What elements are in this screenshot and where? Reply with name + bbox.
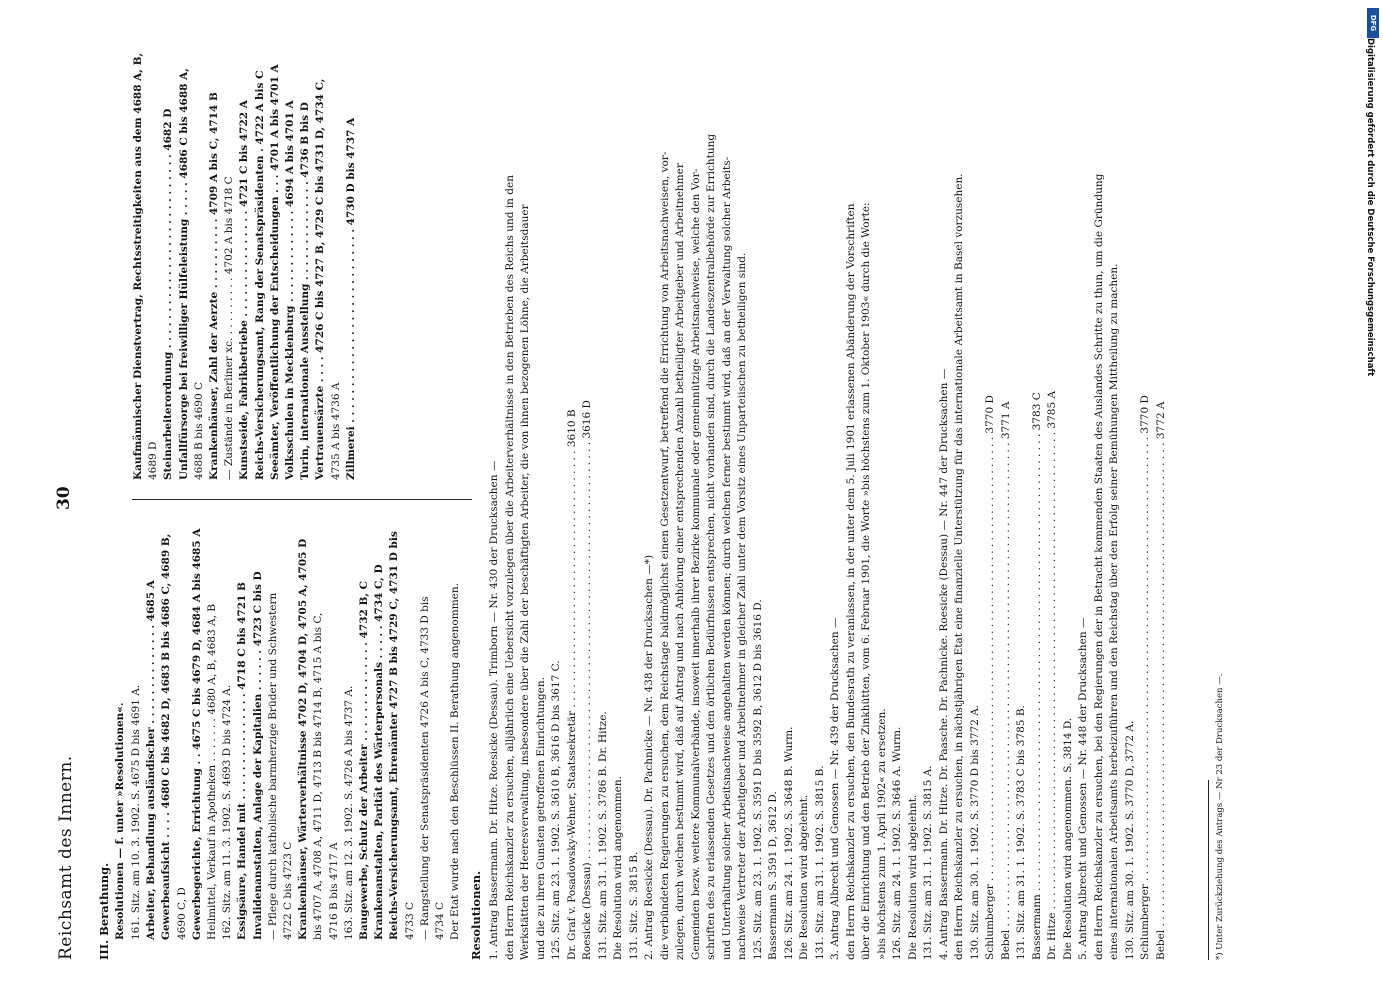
col1-line: Invalidenanstalten, Anlage der Kapitalien . . . . . . 4723 C bis D [251, 571, 264, 940]
col1-line: Krankenhäuser, Wärterverhältnisse 4702 D, 4704 D, 4705 A, 4705 D [297, 538, 310, 940]
res-line: Bebel . . . . . . . . . . . . . . . . . . . . . . . . . . . . . . . . . . . . . . . . . . . . . . . . . . . . . . . . . . . . . . . . . . . . . . . . . 3772 A [1154, 401, 1167, 960]
res-line: Die Resolution wird abgelehnt. [906, 794, 919, 960]
res-line: und die zu ihren Gunsten getroffenen Einrichtungen. [534, 677, 547, 960]
res-line: Werkstätten der Heeresverwaltung, insbesondere über die Zahl der beschäftigten Arbeiter, die von ihnen bezogenen Löhne, die Arbeitsdauer [519, 204, 531, 960]
res-line: 5. Antrag Albrecht und Genossen — Nr. 448 der Drucksachen — [1077, 617, 1089, 960]
res-line: Roesicke (Dessau) . . . . . . . . . . . . . . . . . . . . . . . . . . . . . . . . . . . . . . . . . . . . . . . . . . . . . . . . . . . . . . . 3616 D [581, 400, 593, 960]
col1-line: 4733 C [403, 901, 416, 940]
res-line: 125. Sitz. am 23. 1. 1902. S. 3591 D bis 3592 B, 3612 D bis 3616 D. [751, 599, 764, 960]
col2-line: 4688 B bis 4690 C [192, 381, 205, 480]
res-line: eines internationalen Arbeitsamts herbeizuführen und den Reichstag über den Erfolg seiner Bemühungen Mittheilung zu machen. [1108, 263, 1120, 960]
col2-line: Seeämter, Veröffentlichung der Entscheidungen . . . 4701 A bis 4701 A [268, 64, 281, 480]
footnote: *) Unter Zurückziehung des Antrags — Nr 23 der Drucksachen —. [1215, 673, 1225, 960]
running-head: Reichsamt des Innern. [56, 755, 76, 960]
col1-line: Arbeiter, Behandlung ausländischer . . . . . . . . . . . . . . 4685 A [145, 580, 158, 940]
res-line: Gemeinden bezw. weitere Kommunalverbände, insoweit innerhalb ihrer Bezirke kommunale oder gemeinnützige Arbeitsnachweise, welche den Vor- [689, 168, 702, 960]
col1-line: Reichs-Versicherungsamt, Ehrenämter 4727 B bis 4729 C, 4731 D bis [388, 531, 401, 940]
res-line: 1. Antrag Bassermann. Dr. Hitze. Roesicke (Dessau). Trimborn — Nr. 430 der Drucksachen — [488, 460, 500, 960]
col1-line: — Rangstellung der Senatspräsidenten 4726 A bis C, 4733 D bis [418, 596, 431, 940]
dfg-logo: DFG [1367, 8, 1379, 38]
col2-line: Kunstseide, Fabrikbetriebe . . . . . . . . . . . . . . . 4721 C bis 4722 A [238, 100, 251, 480]
col1-line: Baugewerbe, Schutz der Arbeiter . . . . . . . . . . . . . . 4732 B, C [358, 580, 370, 940]
res-line: über die Einrichtung und den Betrieb der Zinkhütten, vom 6. Februar 1901, die Worte »bis höchstens zum 1. Oktober 1903« durch die Worte: [860, 202, 872, 960]
col1-line: Krankenanstalten, Parität des Wärterpersonals . . . . . 4734 C, D [373, 564, 386, 940]
res-line: den Herrn Reichskanzler zu ersuchen, alljährlich eine Uebersicht vorzulegen über die Arbeiterverhältnisse in den Betrieben des Reichs und in den [503, 175, 516, 960]
res-line: Bassermann S. 3591 D, 3612 D. [767, 791, 779, 960]
col1-line: 4734 C [434, 901, 446, 940]
col2-line: 4735 A bis 4736 A [329, 382, 342, 480]
col1-line: Gewerbegerichte, Errichtung . . 4675 C bis 4679 D, 4684 A bis 4685 A [190, 528, 203, 940]
res-line: »bis höchstens zum 1. April 1902« zu ersetzen. [875, 708, 888, 960]
res-line: die verbündeten Regierungen zu ersuchen, dem Reichstage baldmöglichst einen Gesetzentwurf, betreffend die Errichtung von Arbeitsnachweisen, vor- [658, 151, 671, 960]
col1-line: Essigsäure, Handel mit . . . . . . . . . . . . . . . 4718 C bis 4721 B [236, 582, 249, 940]
res-line: den Herrn Reichskanzler zu ersuchen, bei den Regierungen der in Betracht kommenden Staaten des Auslandes Schritte zu thun, um die Gründung [1092, 173, 1105, 960]
res-line: Bassermann . . . . . . . . . . . . . . . . . . . . . . . . . . . . . . . . . . . . . . . . . . . . . . . . . . . . . . . . . . . . . . . . . . . . . 3783 C [1030, 392, 1043, 960]
res-line: Die Resolution wird abgelehnt. [798, 794, 810, 960]
col2-line: Kaufmännischer Dienstvertrag, Rechtsstreitigkeiten aus dem 4688 A, B, [132, 52, 144, 480]
col2-line: Volksschulen in Mecklenburg . . . . . . . . . . . . . 4694 A bis 4701 A [284, 100, 296, 480]
col1-line: 4722 C bis 4723 C [282, 841, 294, 940]
resolutionen-title: Resolutionen. [469, 870, 483, 960]
res-line: 131. Sitz. am 31. 1. 1902. S. 3783 C bis 3785 B. [1015, 705, 1027, 960]
res-line: 4. Antrag Bassermann. Dr. Hitze. Dr. Paasche. Dr. Pachnicke. Roesicke (Dessau) — Nr. 447 der Drucksachen — [937, 368, 950, 960]
col2-line: Steinarbeiterordnung . . . . . . . . . . . . . . . . . . . . . . . . . . . 4682 D [162, 108, 175, 480]
col2-line: Unfallfürsorge bei freiwilliger Hülfeleistung . . . . . 4686 C bis 4688 A, [177, 68, 190, 480]
col2-line: Krankenhäuser, Zahl der Aerzte . . . . . . . . . . 4709 A bis C, 4714 B [208, 92, 220, 480]
res-line: Schlumberger . . . . . . . . . . . . . . . . . . . . . . . . . . . . . . . . . . . . . . . . . . . . . . . . . . . . . . . . . . . . . . . . . . . 3770 D [984, 395, 996, 960]
col2-line: Zillmerei . . . . . . . . . . . . . . . . . . . . . . . . . . . 4730 D bis 4737 A [344, 117, 357, 480]
res-line: und Unterhaltung solcher Arbeitsnachweise angehalten werden können; durch welchen ferner bestimmt wird, daß an der Verwaltung solcher Arbeits- [720, 156, 733, 960]
col1-line: Heilmittel, Verkauf in Apotheken . . . . . . . 4680 A, B, 4683 A, B [206, 604, 218, 940]
col2-line: Turin, internationale Ausstellung . . . . . . . . . . . . . . 4736 B bis D [299, 102, 312, 480]
col2-line: 4689 D [147, 441, 160, 480]
rotated-content [48, 0, 1338, 1000]
col1-line: Gewerbeaufsicht . . . . 4680 C bis 4682 D, 4683 B bis 4686 C, 4689 B, [160, 533, 173, 940]
res-line: 130. Sitz. am 30. 1. 1902. S. 3770 D bis 3772 A. [968, 704, 981, 960]
res-line: Dr. Hitze . . . . . . . . . . . . . . . . . . . . . . . . . . . . . . . . . . . . . . . . . . . . . . . . . . . . . . . . . . . . . . . . . . . . . . . . 3785 A [1046, 390, 1058, 960]
res-line: 131. Sitz. am 31. 1. 1902. S. 3786 B. Dr. Hitze. [596, 711, 609, 960]
col2-line: — Zustände in Berliner xc. . . . . . . . . . 4702 A bis 4718 C [223, 176, 236, 480]
col1-line: 161. Sitz. am 10. 3. 1902. S. 4675 D bis 4691 A. [130, 684, 142, 940]
col1-line: 4716 B bis 4717 A [327, 842, 340, 940]
resolutionen-intro: Resolutionen — f. unter »Resolutionen«. [114, 702, 126, 940]
footnote-rule [1208, 780, 1209, 960]
res-line: nachweise Vertreter der Arbeitgeber und Arbeitnehmer in gleicher Zahl unter dem Vorsitz eines Unparteiischen zu betheiligen sind. [736, 252, 748, 960]
col1-line: 163. Sitz. am 12. 3. 1902. S. 4726 A bis 4737 A. [342, 685, 355, 940]
col1-line: — Pflege durch katholische barmherzige Brüder und Schwestern [266, 592, 279, 940]
col1-line: 4690 C, D [175, 887, 188, 940]
res-line: 131. Sitz. S. 3815 B. [627, 851, 640, 960]
res-line: 126. Sitz. am 24. 1. 1902. S. 3646 A. Wurm. [891, 726, 903, 960]
col1-line: 162. Sitz. am 11. 3. 1902. S. 4693 D bis 4724 A. [221, 684, 234, 940]
res-line: 125. Sitz. am 23. 1. 1902. S. 3610 B, 3616 D bis 3617 C. [550, 660, 562, 960]
res-line: Dr. Graf v. Posadowsky-Wehner, Staatssekretär . . . . . . . . . . . . . . . . . . . . . . . . . . . . . . . . . . . . . . . 3610 B [565, 409, 578, 960]
col1-line: bis 4707 A, 4708 A, 4711 D, 4713 B bis 4714 B, 4715 A bis C, [312, 612, 325, 940]
res-line: 131. Sitz. am 31. 1. 1902. S. 3815 B. [813, 765, 826, 960]
column-divider [132, 499, 472, 500]
res-line: den Herrn Reichskanzler zu ersuchen, den Bundesrath zu veranlassen, in der unter dem 5. Juli 1901 erlassenen Abänderung der Vorschriften [844, 203, 857, 960]
col2-line: Vertrauensärzte . . . . 4726 C bis 4727 B, 4729 C bis 4731 D, 4734 C, [314, 78, 327, 480]
res-line: 2. Antrag Roesicke (Dessau). Dr. Pachnicke — Nr. 438 der Drucksachen —*) [643, 554, 655, 960]
res-line: schriften des zu erlassenden Gesetzes und den örtlichen Bedürfnissen entsprechen, nicht vorhanden sind, durch die Landeszentralbehörde zur Errichtung [705, 133, 717, 960]
res-line: 130. Sitz. am 30. 1. 1902. S. 3770 D, 3772 A. [1123, 720, 1136, 960]
res-line: 3. Antrag Albrecht und Genossen — Nr. 439 der Drucksachen — [829, 617, 841, 960]
col2-line: Reichs-Versicherungsamt, Rang der Senatspräsidenten . 4722 A bis C [253, 70, 266, 480]
res-line: Bebel . . . . . . . . . . . . . . . . . . . . . . . . . . . . . . . . . . . . . . . . . . . . . . . . . . . . . . . . . . . . . . . . . . . . . . . . . 3771 A [999, 401, 1012, 960]
section-heading: III. Berathung. [97, 862, 111, 960]
res-line: den Herrn Reichskanzler zu ersuchen, in nächstjährigen Etat eine finanzielle Unterstützung für das internationale Arbeitsamt in Basel vorzusehen. [953, 173, 965, 960]
res-line: Die Resolution wird angenommen. [612, 776, 624, 960]
dfg-note: Digitalisierung gefördert durch die Deutsche Forschungsgemeinschaft [1365, 38, 1375, 377]
res-line: 131. Sitz. am 31. 1. 1902. S. 3815 A. [922, 765, 934, 960]
res-line: Schlumberger . . . . . . . . . . . . . . . . . . . . . . . . . . . . . . . . . . . . . . . . . . . . . . . . . . . . . . . . . . . . . . . . . . . 3770 D [1139, 395, 1151, 960]
res-line: 126. Sitz. am 24. 1. 1902. S. 3648 B. Wurm. [782, 726, 795, 960]
page-number: 30 [54, 486, 74, 510]
col1-line: Der Etat wurde nach den Beschlüssen II. Berathung angenommen. [449, 583, 462, 940]
res-line: Die Resolution wird angenommen. S. 3814 D. [1061, 717, 1074, 960]
res-line: zulegen, durch welchen bestimmt wird, daß auf Antrag und nach Anhörung einer entsprechenden Anzahl betheiligter Arbeitgeber und Arbeitnehmer [674, 163, 686, 960]
